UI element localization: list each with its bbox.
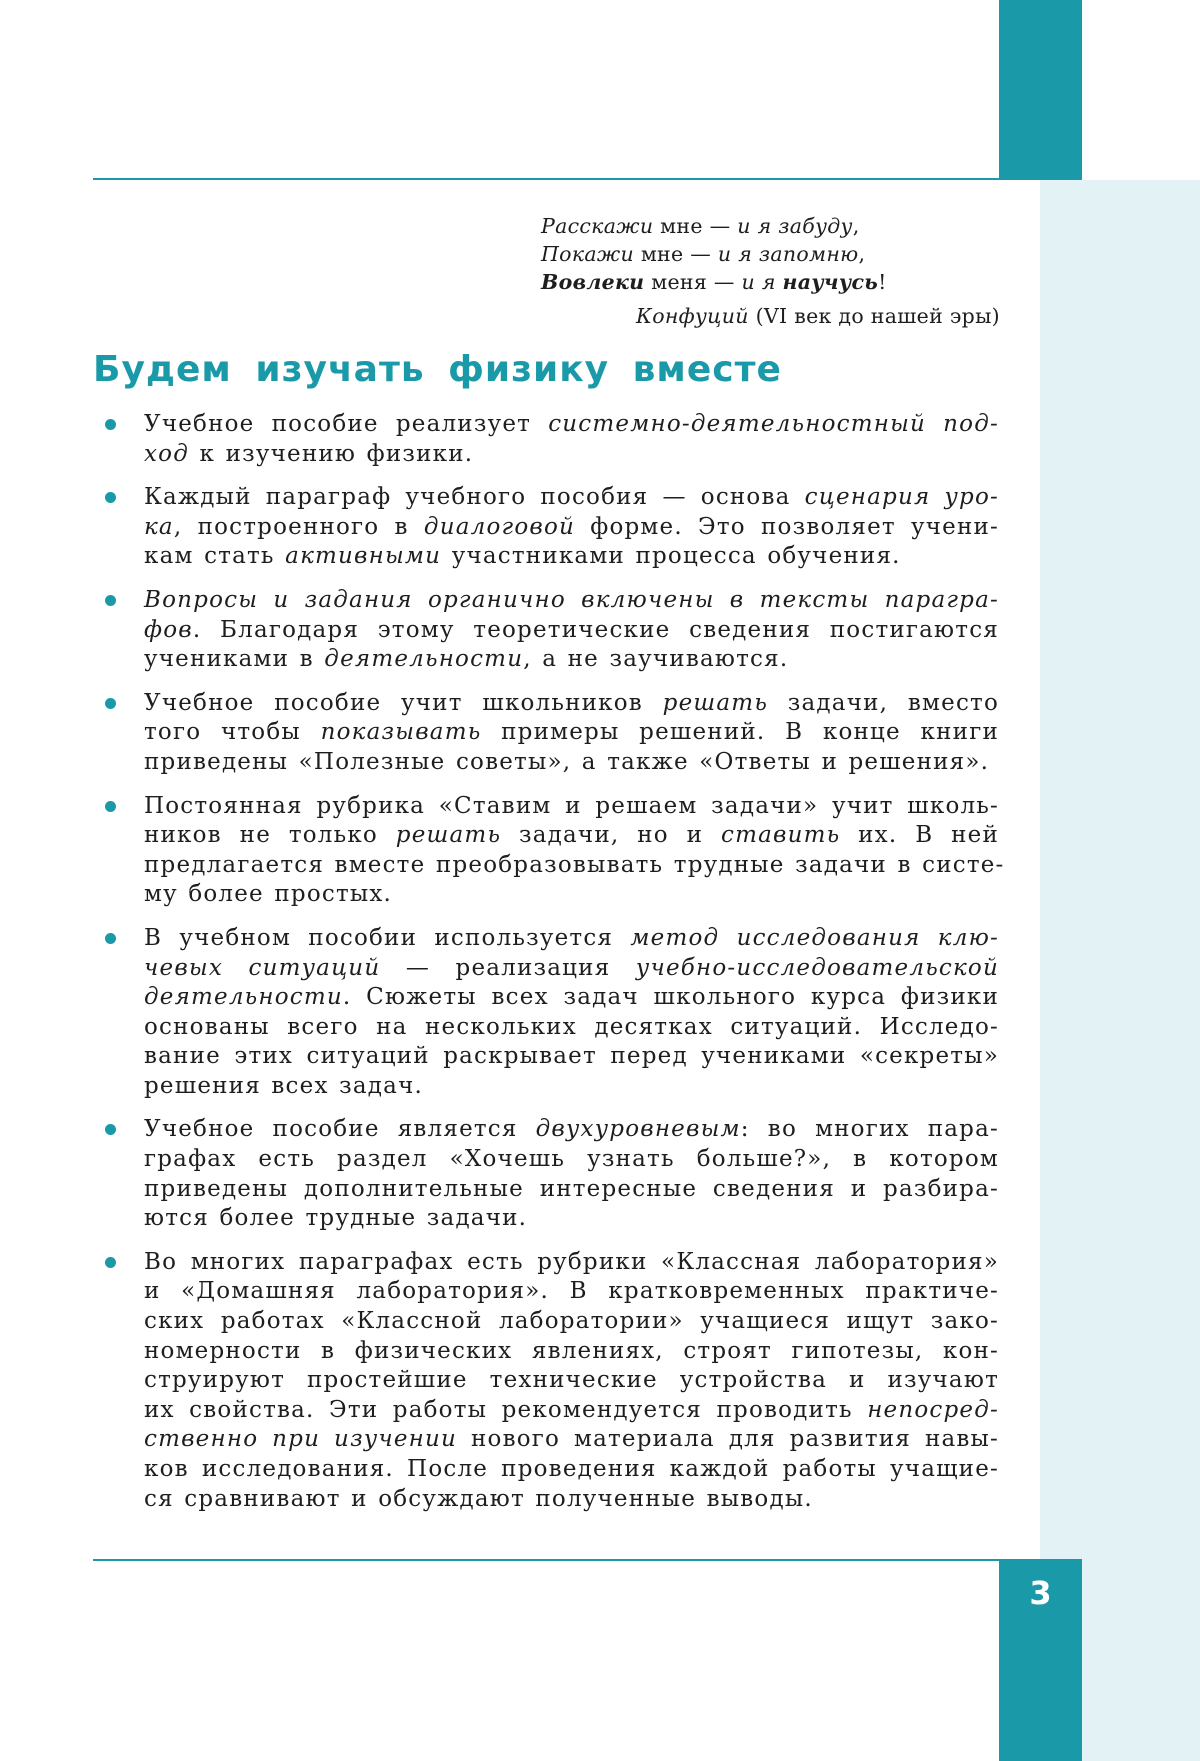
text-line [144,983,999,1013]
text: сценария уро- [804,484,999,511]
epigraph-text: меня — [644,270,742,294]
text: . Сюжеты всех задач школьного курса физики [342,984,999,1011]
text-line [144,1204,999,1234]
text: и «Домашняя лаборатория». В кратковременных практиче- [144,1278,999,1305]
bullet-item [93,792,1005,910]
epigraph-text: , [858,242,866,266]
bullet-item [93,689,999,778]
epigraph-text: Расскажи [541,214,654,238]
text: струируют простейшие технические устройства и изучают [144,1367,999,1394]
text: Во многих параграфах есть рубрики «Классная лаборатория» [144,1248,999,1275]
text: к изучению физики. [189,440,474,467]
text-line [144,1042,999,1072]
epigraph-text: , [852,214,860,238]
text: ников не только [144,822,396,849]
text: двухуровневым [535,1116,741,1143]
text: примеры решений. В конце книги [481,719,999,746]
text-line [144,616,999,646]
epigraph-author [541,302,1001,330]
bullet-list [93,410,1005,1528]
text: Вопросы и задания органично включены в тексты парагра- [144,586,999,613]
page-number: 3 [1029,1574,1052,1612]
text: участниками процесса обучения. [441,543,901,570]
text-line [144,1396,999,1426]
text: му более простых. [144,881,393,908]
epigraph-text [776,270,783,294]
text: Постоянная рубрика «Ставим и решаем задачи» учит школь- [144,792,999,819]
bullet-dot-icon [105,698,116,709]
text: их. В ней [840,822,1000,849]
epigraph-text: научусь [782,270,879,294]
text-line [144,792,999,822]
text: диалоговой [423,513,576,540]
text-line [144,1115,999,1145]
text-line [144,1175,999,1205]
text: . Благодаря этому теоретические сведения постигаются [192,616,999,643]
epigraph [541,212,1001,330]
author-period: (VI век до нашей эры) [748,304,1000,328]
text-line [144,880,999,910]
text: форме. Это позволяет учени- [575,513,999,540]
epigraph-text: Вовлеки [541,270,645,294]
text-line [144,645,999,675]
bullet-item [93,1115,999,1233]
text: Каждый параграф учебного пособия — основа [144,484,805,511]
text: — реализация [380,954,636,981]
epigraph-line-1 [541,212,1001,240]
page-title: Будем изучать физику вместе [93,349,782,390]
text-line [144,410,999,440]
text: кам стать [144,543,286,570]
text-line [144,440,999,470]
text: Учебное пособие является [144,1116,536,1143]
text-line [144,1337,999,1367]
text-line [144,586,999,616]
epigraph-text: и я запомню [717,242,859,266]
text: ются более трудные задачи. [144,1205,528,1232]
author-name: Конфуций [636,304,749,328]
bullet-dot-icon [105,492,116,503]
text-line [144,1248,999,1278]
text: чевых ситуаций [144,954,381,981]
bullet-dot-icon [105,933,116,944]
bullet-dot-icon [105,801,116,812]
text-line [144,542,999,572]
epigraph-text: и я [741,270,776,294]
text: нового материала для развития навы- [457,1426,1000,1453]
text: , построенного в [173,513,424,540]
text: деятельности [144,984,343,1011]
top-accent-bar [999,0,1082,180]
text: задачи, но и [501,822,721,849]
bullet-item [93,924,999,1102]
text: ход [144,440,189,467]
text: решать [662,689,769,716]
epigraph-text: мне — [653,214,738,238]
bullet-item [93,483,999,572]
text-line [144,718,999,748]
text-line [144,513,999,543]
bullet-item [93,1248,999,1514]
text-line [144,1277,999,1307]
epigraph-text: ! [878,270,887,294]
text-line [144,1425,999,1455]
text: системно-деятельностный под- [548,411,999,437]
text: ков исследования. После проведения каждой работы учащие- [144,1456,999,1482]
text: номерности в физических явлениях, строят гипотезы, кон- [144,1337,999,1364]
text: того чтобы [144,719,321,746]
text: ставить [720,822,841,849]
text-line [144,483,999,513]
text: В учебном пособии используется [144,924,631,951]
text-line [144,1485,999,1515]
epigraph-line-3 [541,268,1001,296]
text: : во многих пара- [740,1116,999,1143]
side-strip [1040,180,1200,1761]
epigraph-text: и я забуду [737,214,853,238]
epigraph-text: мне — [634,242,718,266]
text: ка [144,513,174,540]
text: непосред- [867,1396,999,1423]
bottom-rule [93,1559,999,1561]
text-line [144,851,1005,881]
text: фов [144,616,193,643]
text: основаны всего на нескольких десятках ситуаций. Исследо- [144,1013,999,1040]
text: Учебное пособие реализует [144,411,549,437]
text: графах есть раздел «Хочешь узнать больше?», в котором [144,1146,999,1173]
text: ся сравнивают и обсуждают полученные выводы. [144,1485,813,1512]
text: приведены дополнительные интересные сведения и разбира- [144,1175,999,1202]
text-line [144,1455,999,1485]
text: их свойства. Эти работы рекомендуется проводить [144,1396,868,1423]
text: предлагается вместе преобразовывать трудные задачи в систе- [144,851,1005,878]
text-line [144,1013,999,1043]
text-line [144,821,999,851]
text-line [144,1145,999,1175]
text: решать [395,822,502,849]
text: показывать [320,719,482,746]
text: задачи, вместо [768,689,999,716]
text: Учебное пособие учит школьников [144,689,663,716]
bullet-item [93,410,999,469]
text: метод исследования клю- [630,924,999,951]
text: деятельности [324,646,524,673]
text-line [144,924,999,954]
text-line [144,1072,999,1102]
text: учебно-исследовательской [635,954,999,981]
text: активными [285,543,442,570]
text: учениками в [144,646,325,673]
bullet-dot-icon [105,1124,116,1135]
top-rule [93,178,999,180]
text: приведены «Полезные советы», а также «Ответы и решения». [144,748,990,775]
text-line [144,748,999,778]
text: , а не заучиваются. [523,646,789,673]
text-line [144,1307,999,1337]
text: решения всех задач. [144,1072,423,1099]
text-line [144,1366,999,1396]
bullet-item [93,586,999,675]
text: ственно при изучении [144,1426,458,1453]
bullet-dot-icon [105,595,116,606]
epigraph-text: Покажи [541,242,634,266]
text: вание этих ситуаций раскрывает перед учениками «секреты» [144,1043,999,1070]
bullet-dot-icon [105,1257,116,1268]
bullet-dot-icon [105,419,116,430]
epigraph-line-2 [541,240,1001,268]
text: ских работах «Классной лаборатории» учащиеся ищут зако- [144,1308,999,1335]
text-line [144,689,999,719]
text-line [144,954,999,984]
